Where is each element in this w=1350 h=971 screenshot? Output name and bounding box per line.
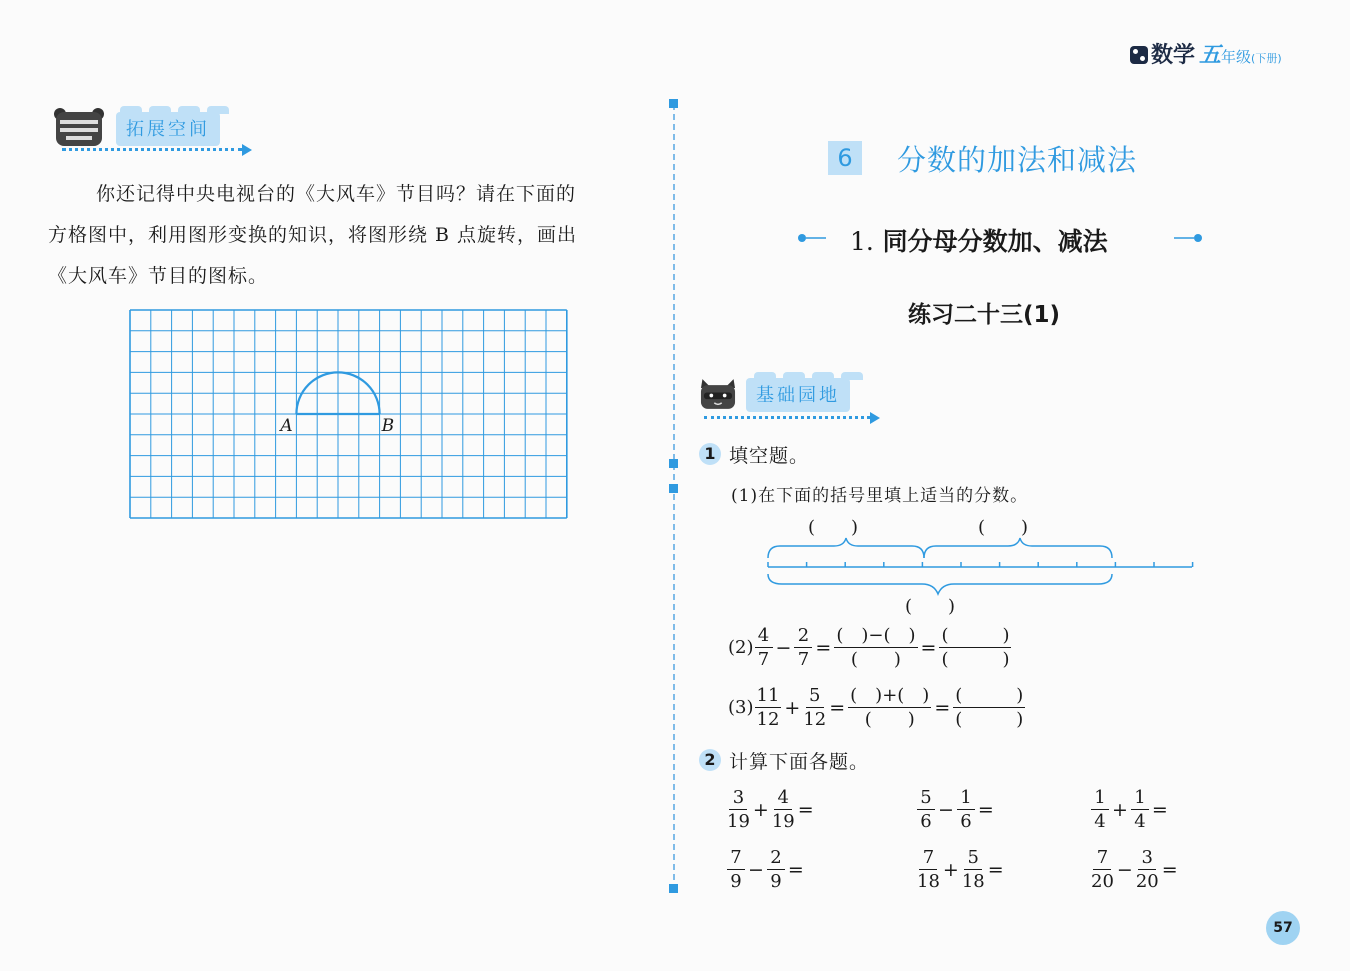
chapter-title: 分数的加法和减法 <box>897 143 1138 177</box>
lesson-title-text: 同分母分数加、减法 <box>882 227 1108 256</box>
section-banner-basics <box>698 366 888 426</box>
calculation-problem[interactable] <box>916 786 996 833</box>
lesson-number: 1. <box>850 227 874 256</box>
arrow-icon <box>870 412 880 424</box>
sub-question-1: (1)在下面的括号里填上适当的分数。 <box>731 486 1029 506</box>
point-b-label: B <box>381 416 395 436</box>
paragraph-line: 方格图中，利用图形变换的知识，将图形绕 B 点旋转，画出 <box>48 224 578 246</box>
fraction: $\frac{11}{12}$ <box>756 685 780 730</box>
calculation-problem[interactable] <box>1090 786 1170 833</box>
operator: − <box>1116 858 1133 881</box>
fraction: $\frac{2}{7}$ <box>794 624 812 671</box>
fraction: $\frac{4}{7}$ <box>755 624 773 671</box>
operator: + <box>942 858 959 881</box>
equals-sign: = <box>1161 858 1178 881</box>
answer-blank[interactable]: ( ) <box>905 596 956 617</box>
dotted-line <box>62 148 242 155</box>
fraction: $\frac{3}{20}$ <box>1135 847 1159 892</box>
operator: + <box>1112 798 1128 821</box>
answer-blank[interactable]: ( ) <box>808 517 859 538</box>
paragraph-line: 《大风车》节目的图标。 <box>48 265 269 287</box>
banner-label: 基础园地 <box>746 378 850 412</box>
raccoon-mascot-icon <box>52 106 106 150</box>
fraction: $\frac{2}{9}$ <box>767 846 785 893</box>
fraction: $\frac{7}{9}$ <box>727 846 745 893</box>
calculation-problem[interactable] <box>726 846 806 893</box>
chapter-number: 6 <box>828 141 862 175</box>
fraction: $\frac{5}{18}$ <box>961 847 985 892</box>
question-title: 填空题。 <box>729 445 810 467</box>
page-header <box>1130 38 1282 68</box>
square-grid[interactable] <box>128 308 572 522</box>
extension-question <box>48 174 658 297</box>
logo-icon <box>1130 46 1148 64</box>
question-number: 2 <box>699 749 721 771</box>
section-banner-extension <box>52 100 262 160</box>
divider-marker <box>669 484 678 493</box>
page-number: 57 <box>1266 911 1300 945</box>
question-title: 计算下面各题。 <box>729 751 870 773</box>
fraction: $\frac{1}{6}$ <box>957 786 975 833</box>
equals-sign: = <box>987 858 1004 881</box>
title-ornament-right-icon <box>1172 232 1204 244</box>
divider-marker <box>669 459 678 468</box>
header-subject: 数学 <box>1151 43 1196 68</box>
sub-label: (3) <box>728 697 754 718</box>
point-a-label: A <box>280 416 293 436</box>
paragraph-line: 你还记得中央电视台的《大风车》节目吗？请在下面的 <box>96 183 577 205</box>
divider-marker <box>669 99 678 108</box>
calculation-problem[interactable] <box>726 786 816 833</box>
banner-label: 拓展空间 <box>116 112 220 146</box>
answer-blank[interactable]: ( ) <box>978 517 1029 538</box>
fraction: $\frac{4}{19}$ <box>771 787 795 832</box>
equals-sign: = <box>787 858 804 881</box>
equals-sign: = <box>977 798 994 821</box>
fraction-blank[interactable]: $\frac{( )}{( )}$ <box>941 625 1010 670</box>
equals-sign: = <box>1151 798 1168 821</box>
dotted-line <box>704 416 870 423</box>
page-divider <box>673 104 675 890</box>
sub-question-2: (2) $\frac{4}{7}$ − $\frac{2}{7}$ = $\frac{( )-( )}{( )}$ = $\frac{( )}{( )}$ <box>728 625 1010 670</box>
fraction: $\frac{7}{18}$ <box>917 847 940 892</box>
fraction: $\frac{1}{4}$ <box>1131 786 1149 833</box>
operator: + <box>752 798 769 821</box>
fraction-blank[interactable]: $\frac{( )}{( )}$ <box>955 685 1024 730</box>
arrow-icon <box>242 144 252 156</box>
fraction: $\frac{5}{6}$ <box>917 786 935 833</box>
practice-title: 练习二十三(1) <box>908 302 1061 328</box>
sub-question-3: (3) $\frac{11}{12}$ + $\frac{5}{12}$ = $\frac{( )+( )}{( )}$ = $\frac{( )}{( )}$ <box>728 685 1024 730</box>
operator: − <box>748 858 764 881</box>
header-term: (下册) <box>1251 52 1282 65</box>
divider-marker <box>669 884 678 893</box>
fraction: $\frac{7}{20}$ <box>1091 847 1114 892</box>
header-grade-number: 五 <box>1199 42 1222 68</box>
question-number: 1 <box>699 443 721 465</box>
calculation-problem[interactable] <box>1090 846 1180 893</box>
title-ornament-left-icon <box>796 232 828 244</box>
fraction: $\frac{1}{4}$ <box>1091 786 1109 833</box>
calculation-problem[interactable] <box>916 846 1006 893</box>
fraction: $\frac{5}{12}$ <box>803 685 827 730</box>
equals-sign: = <box>797 798 814 821</box>
sub-label: (2) <box>728 637 754 658</box>
header-grade: 年级 <box>1221 48 1252 66</box>
fraction-number-line <box>764 534 1196 598</box>
raccoon-mascot-icon <box>698 372 738 416</box>
operator: − <box>938 798 954 821</box>
fraction: $\frac{3}{19}$ <box>727 787 750 832</box>
fraction-blank[interactable]: $\frac{( )+( )}{( )}$ <box>850 685 930 730</box>
fraction-blank[interactable]: $\frac{( )-( )}{( )}$ <box>836 625 916 670</box>
lesson-title <box>850 222 1108 258</box>
